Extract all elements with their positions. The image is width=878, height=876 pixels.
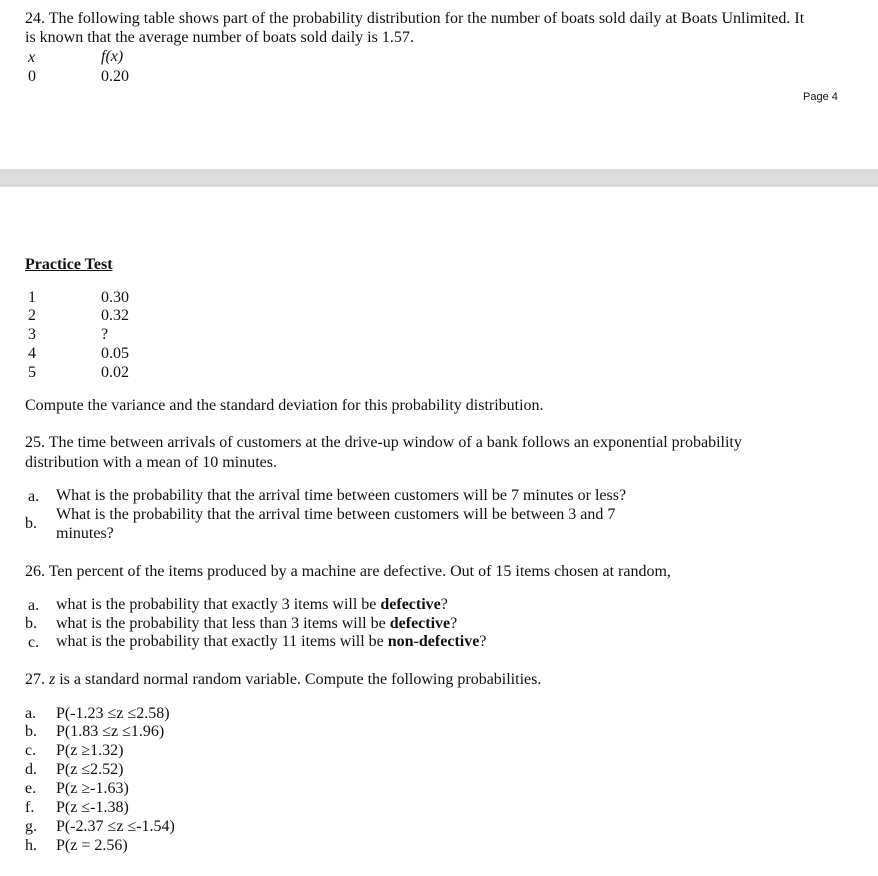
q27-item-g: P(-2.37 ≤z ≤-1.54) [56, 818, 175, 835]
q25-part-b-line2: minutes? [56, 525, 114, 542]
q27-marker: f. [25, 799, 35, 816]
q24-text-line1: 24. The following table shows part of the probability distribution for the number of boats sold daily at Boats Unlimited. It [25, 10, 805, 27]
q26-part-a: what is the probability that exactly 3 items will be defective? [56, 596, 448, 613]
table-cell-x: 4 [28, 345, 36, 362]
q27-item-e: P(z ≥-1.63) [56, 780, 129, 797]
table-cell-x: 5 [28, 364, 36, 381]
q26-marker-c: c. [28, 634, 40, 651]
page-number: Page 4 [803, 91, 838, 103]
q27-item-f: P(z ≤-1.38) [56, 799, 129, 816]
q24-instruction: Compute the variance and the standard deviation for this probability distribution. [25, 397, 544, 414]
q26-marker-a: a. [28, 597, 40, 614]
q27-item-a: P(-1.23 ≤z ≤2.58) [56, 705, 170, 722]
table-cell-fx: 0.20 [101, 68, 129, 85]
page-title: Practice Test [25, 256, 113, 273]
q26-text: 26. Ten percent of the items produced by a machine are defective. Out of 15 items chosen at random, [25, 563, 671, 580]
q25-text-line1: 25. The time between arrivals of customers at the drive-up window of a bank follows an exponential probability [25, 434, 742, 451]
q27-marker: h. [25, 837, 37, 854]
q27-item-d: P(z ≤2.52) [56, 761, 124, 778]
q24-text-line2: is known that the average number of boats sold daily is 1.57. [25, 29, 414, 46]
q27-marker: e. [25, 780, 37, 797]
q27-marker: g. [25, 818, 37, 835]
table-cell-x: 1 [28, 289, 36, 306]
table-cell-x: 3 [28, 326, 36, 343]
q26-part-c: what is the probability that exactly 11 items will be non-defective? [56, 633, 487, 650]
column-header-x: x [28, 49, 36, 66]
q27-item-c: P(z ≥1.32) [56, 742, 124, 759]
q25-text-line2: distribution with a mean of 10 minutes. [25, 454, 277, 471]
table-cell-fx: 0.05 [101, 345, 129, 362]
table-cell-fx: 0.02 [101, 364, 129, 381]
q27-marker: b. [25, 723, 37, 740]
table-cell-x: 2 [28, 307, 36, 324]
table-cell-fx: 0.32 [101, 307, 129, 324]
column-header-fx: f(x) [101, 48, 124, 65]
table-cell-fx: ? [101, 326, 109, 343]
q27-marker: d. [25, 761, 37, 778]
q25-marker-a: a. [28, 488, 40, 505]
q27-marker: a. [25, 705, 37, 722]
table-cell-x: 0 [28, 68, 36, 85]
q26-part-b: what is the probability that less than 3 items will be defective? [56, 615, 458, 632]
q27-marker: c. [25, 742, 37, 759]
q26-marker-b: b. [25, 615, 37, 632]
q25-part-b-line1: What is the probability that the arrival time between customers will be between 3 and 7 [56, 506, 616, 523]
page-break-divider [0, 169, 878, 187]
q25-part-a: What is the probability that the arrival time between customers will be 7 minutes or less? [56, 487, 627, 504]
q25-marker-b: b. [25, 515, 37, 532]
q27-text: 27. z is a standard normal random variable. Compute the following probabilities. [25, 671, 542, 688]
q27-item-h: P(z = 2.56) [56, 837, 128, 854]
table-cell-fx: 0.30 [101, 289, 129, 306]
q27-item-b: P(1.83 ≤z ≤1.96) [56, 723, 165, 740]
